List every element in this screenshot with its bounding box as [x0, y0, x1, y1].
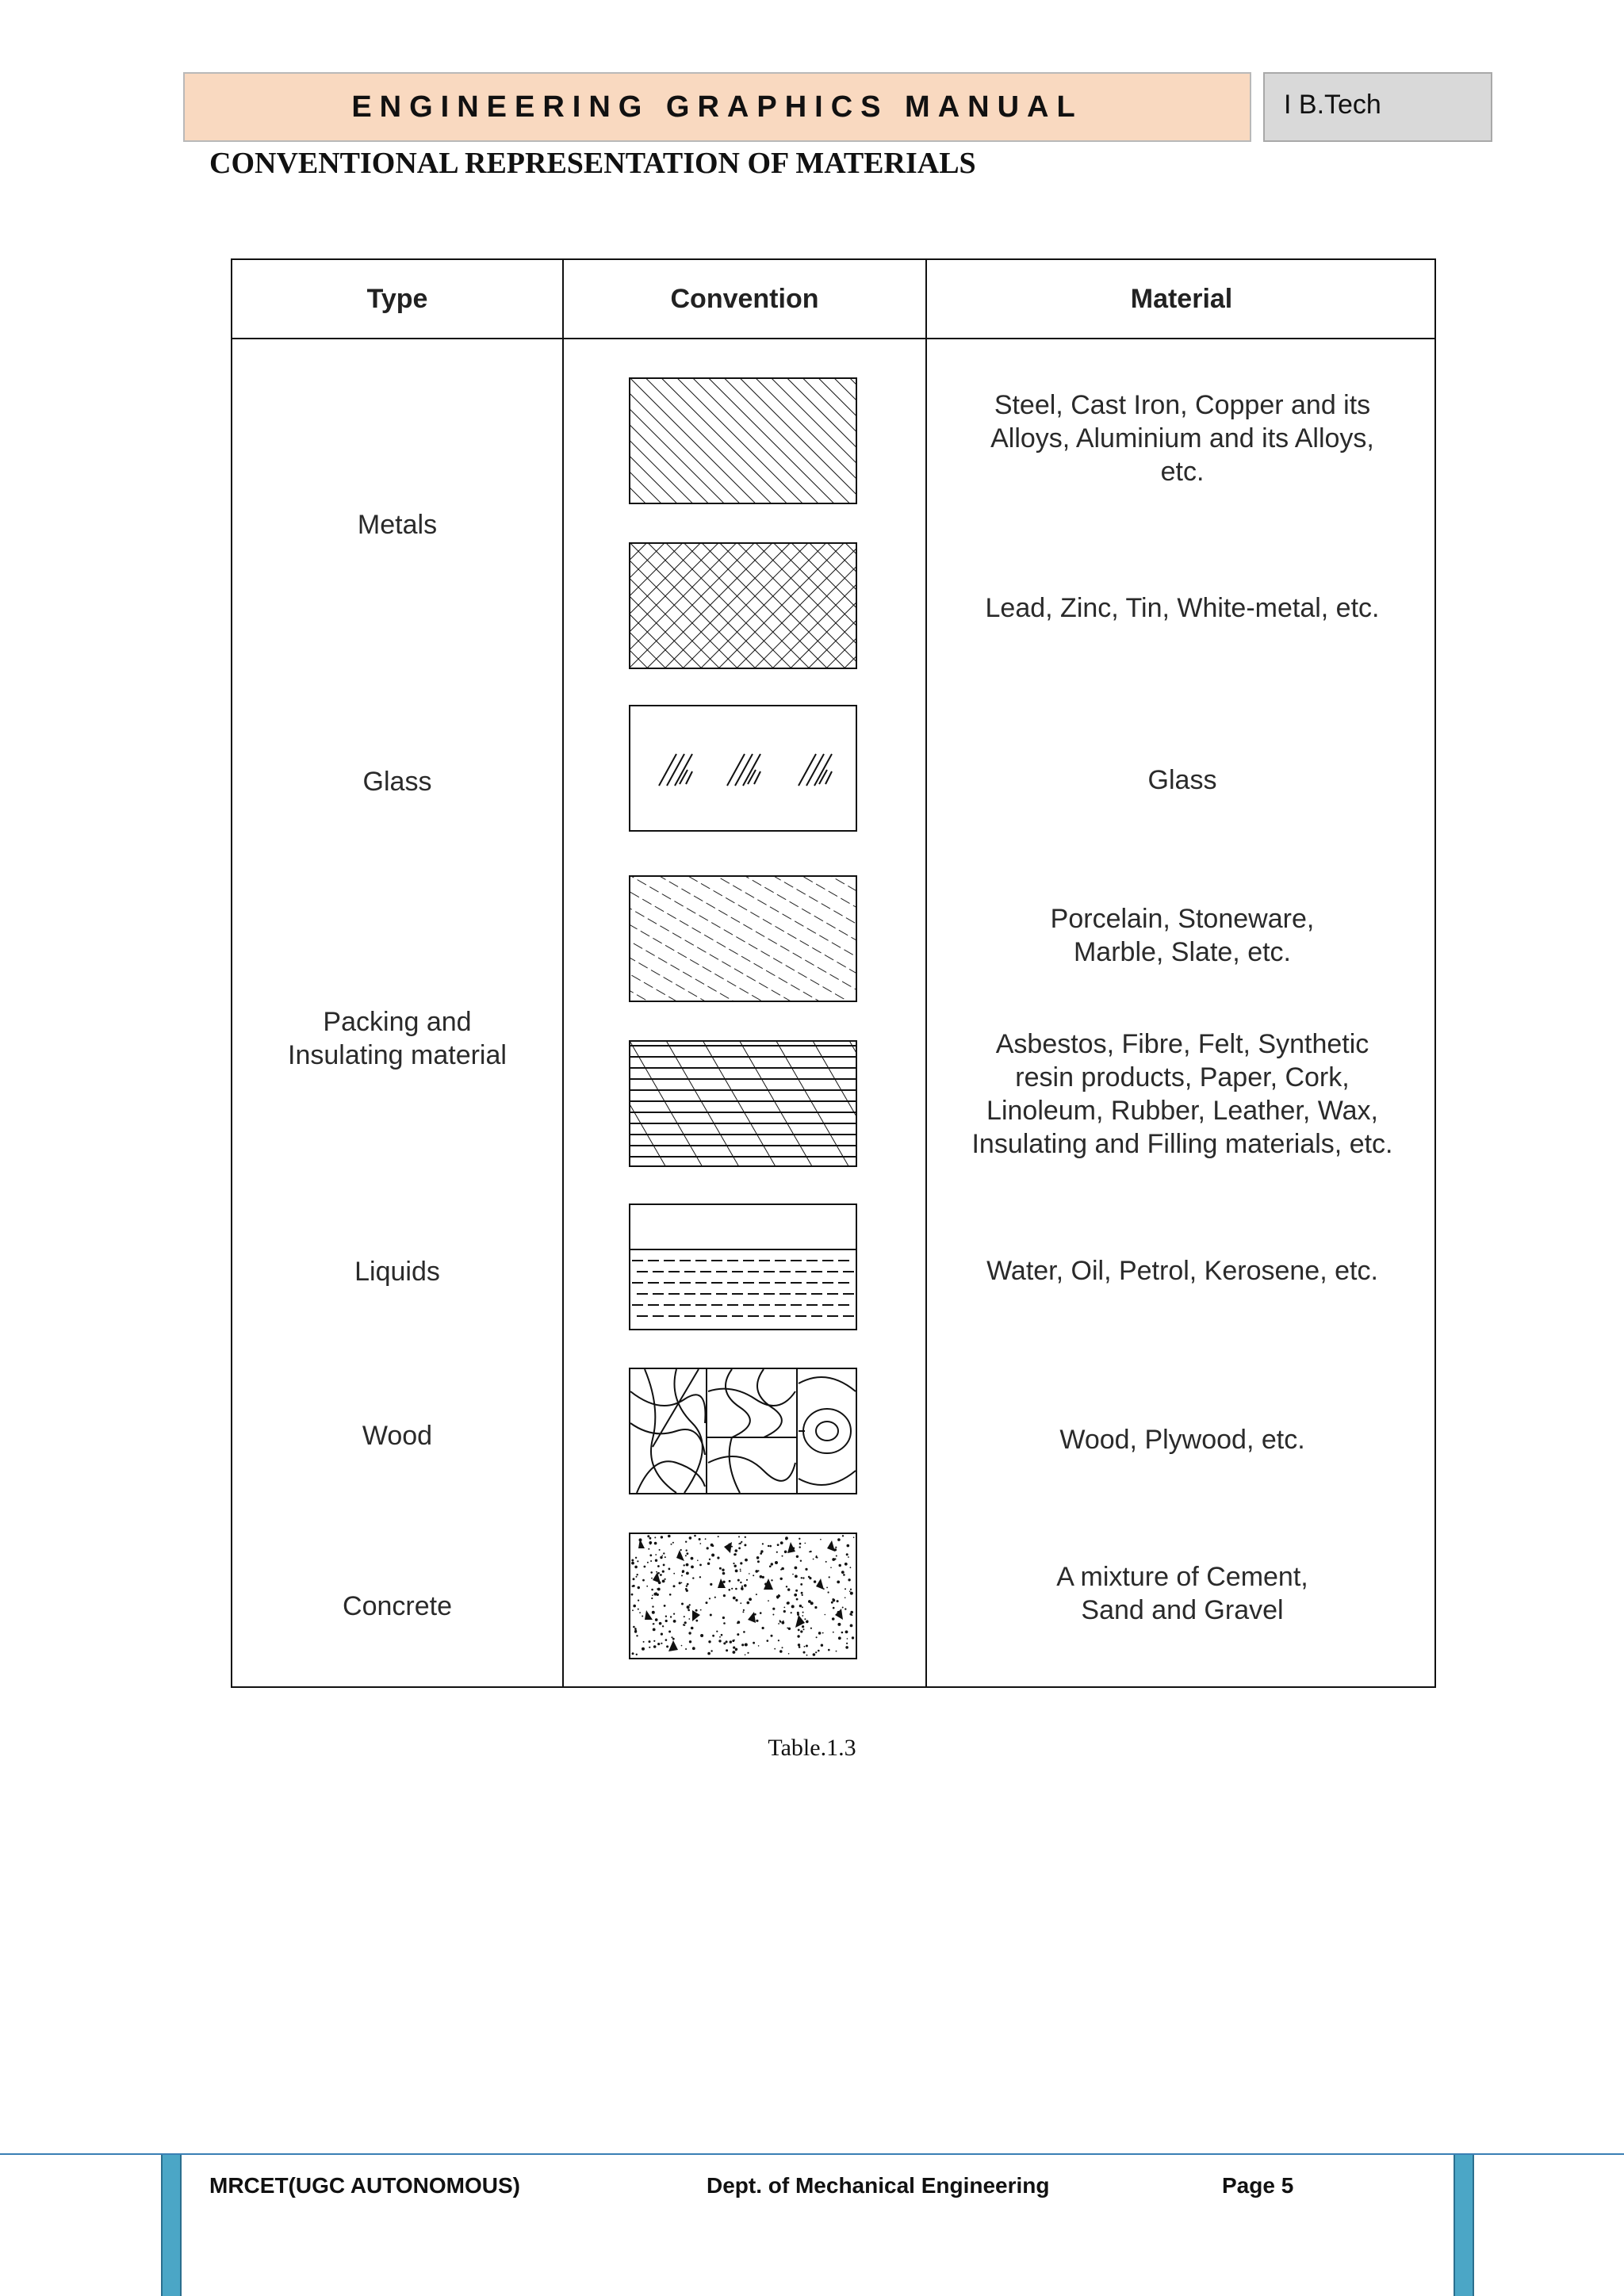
header-convention: Convention	[670, 283, 819, 314]
type-concrete: Concrete	[343, 1591, 452, 1621]
type-liquids: Liquids	[354, 1257, 440, 1287]
footer-right-bar	[1454, 2155, 1474, 2296]
liquid-hatch-icon	[629, 1203, 857, 1330]
footer-left-bar	[161, 2155, 182, 2296]
material-porcelain: Porcelain, Stoneware, Marble, Slate, etc.	[1050, 904, 1315, 967]
material-asbestos: Asbestos, Fibre, Felt, Synthetic resin products, Paper, Cork, Linoleum, Rubber, Leather, Wax, Insulating and Filling materials, etc.	[971, 1029, 1393, 1159]
footer-institution: MRCET(UGC AUTONOMOUS)	[209, 2173, 520, 2198]
material-concrete: A mixture of Cement, Sand and Gravel	[1056, 1562, 1308, 1625]
type-packing: Packing and Insulating material	[288, 1007, 507, 1070]
type-wood: Wood	[362, 1421, 433, 1451]
page-title: CONVENTIONAL REPRESENTATION OF MATERIALS	[209, 147, 976, 180]
material-lead: Lead, Zinc, Tin, White-metal, etc.	[985, 593, 1380, 623]
course-label: I B.Tech	[1263, 72, 1492, 142]
material-steel: Steel, Cast Iron, Copper and its Alloys, Aluminium and its Alloys, etc.	[990, 390, 1374, 487]
materials-table	[231, 258, 1436, 1688]
footer-department: Dept. of Mechanical Engineering	[707, 2173, 1050, 2198]
concrete-stipple-icon	[629, 1533, 857, 1659]
footer-rule	[0, 2153, 1624, 2155]
glass-hatch-icon	[629, 705, 857, 832]
header-material: Material	[1130, 283, 1233, 314]
cross-hatch-icon	[629, 542, 857, 669]
table-caption: Table.1.3	[768, 1735, 856, 1761]
material-wood: Wood, Plywood, etc.	[1059, 1425, 1305, 1455]
manual-title: ENGINEERING GRAPHICS MANUAL	[183, 72, 1251, 142]
type-glass: Glass	[362, 767, 432, 797]
material-glass: Glass	[1147, 765, 1217, 795]
material-water: Water, Oil, Petrol, Kerosene, etc.	[986, 1256, 1378, 1286]
column-divider	[562, 260, 564, 1686]
header-type: Type	[366, 283, 428, 314]
header-divider	[232, 338, 1434, 339]
wood-grain-icon	[629, 1368, 857, 1494]
column-divider	[925, 260, 927, 1686]
grid-hatch-icon	[629, 1040, 857, 1167]
type-metals: Metals	[357, 510, 438, 540]
diagonal-hatch-icon	[629, 377, 857, 504]
footer-page-number: Page 5	[1222, 2173, 1294, 2198]
dashed-diagonal-hatch-icon	[629, 875, 857, 1002]
